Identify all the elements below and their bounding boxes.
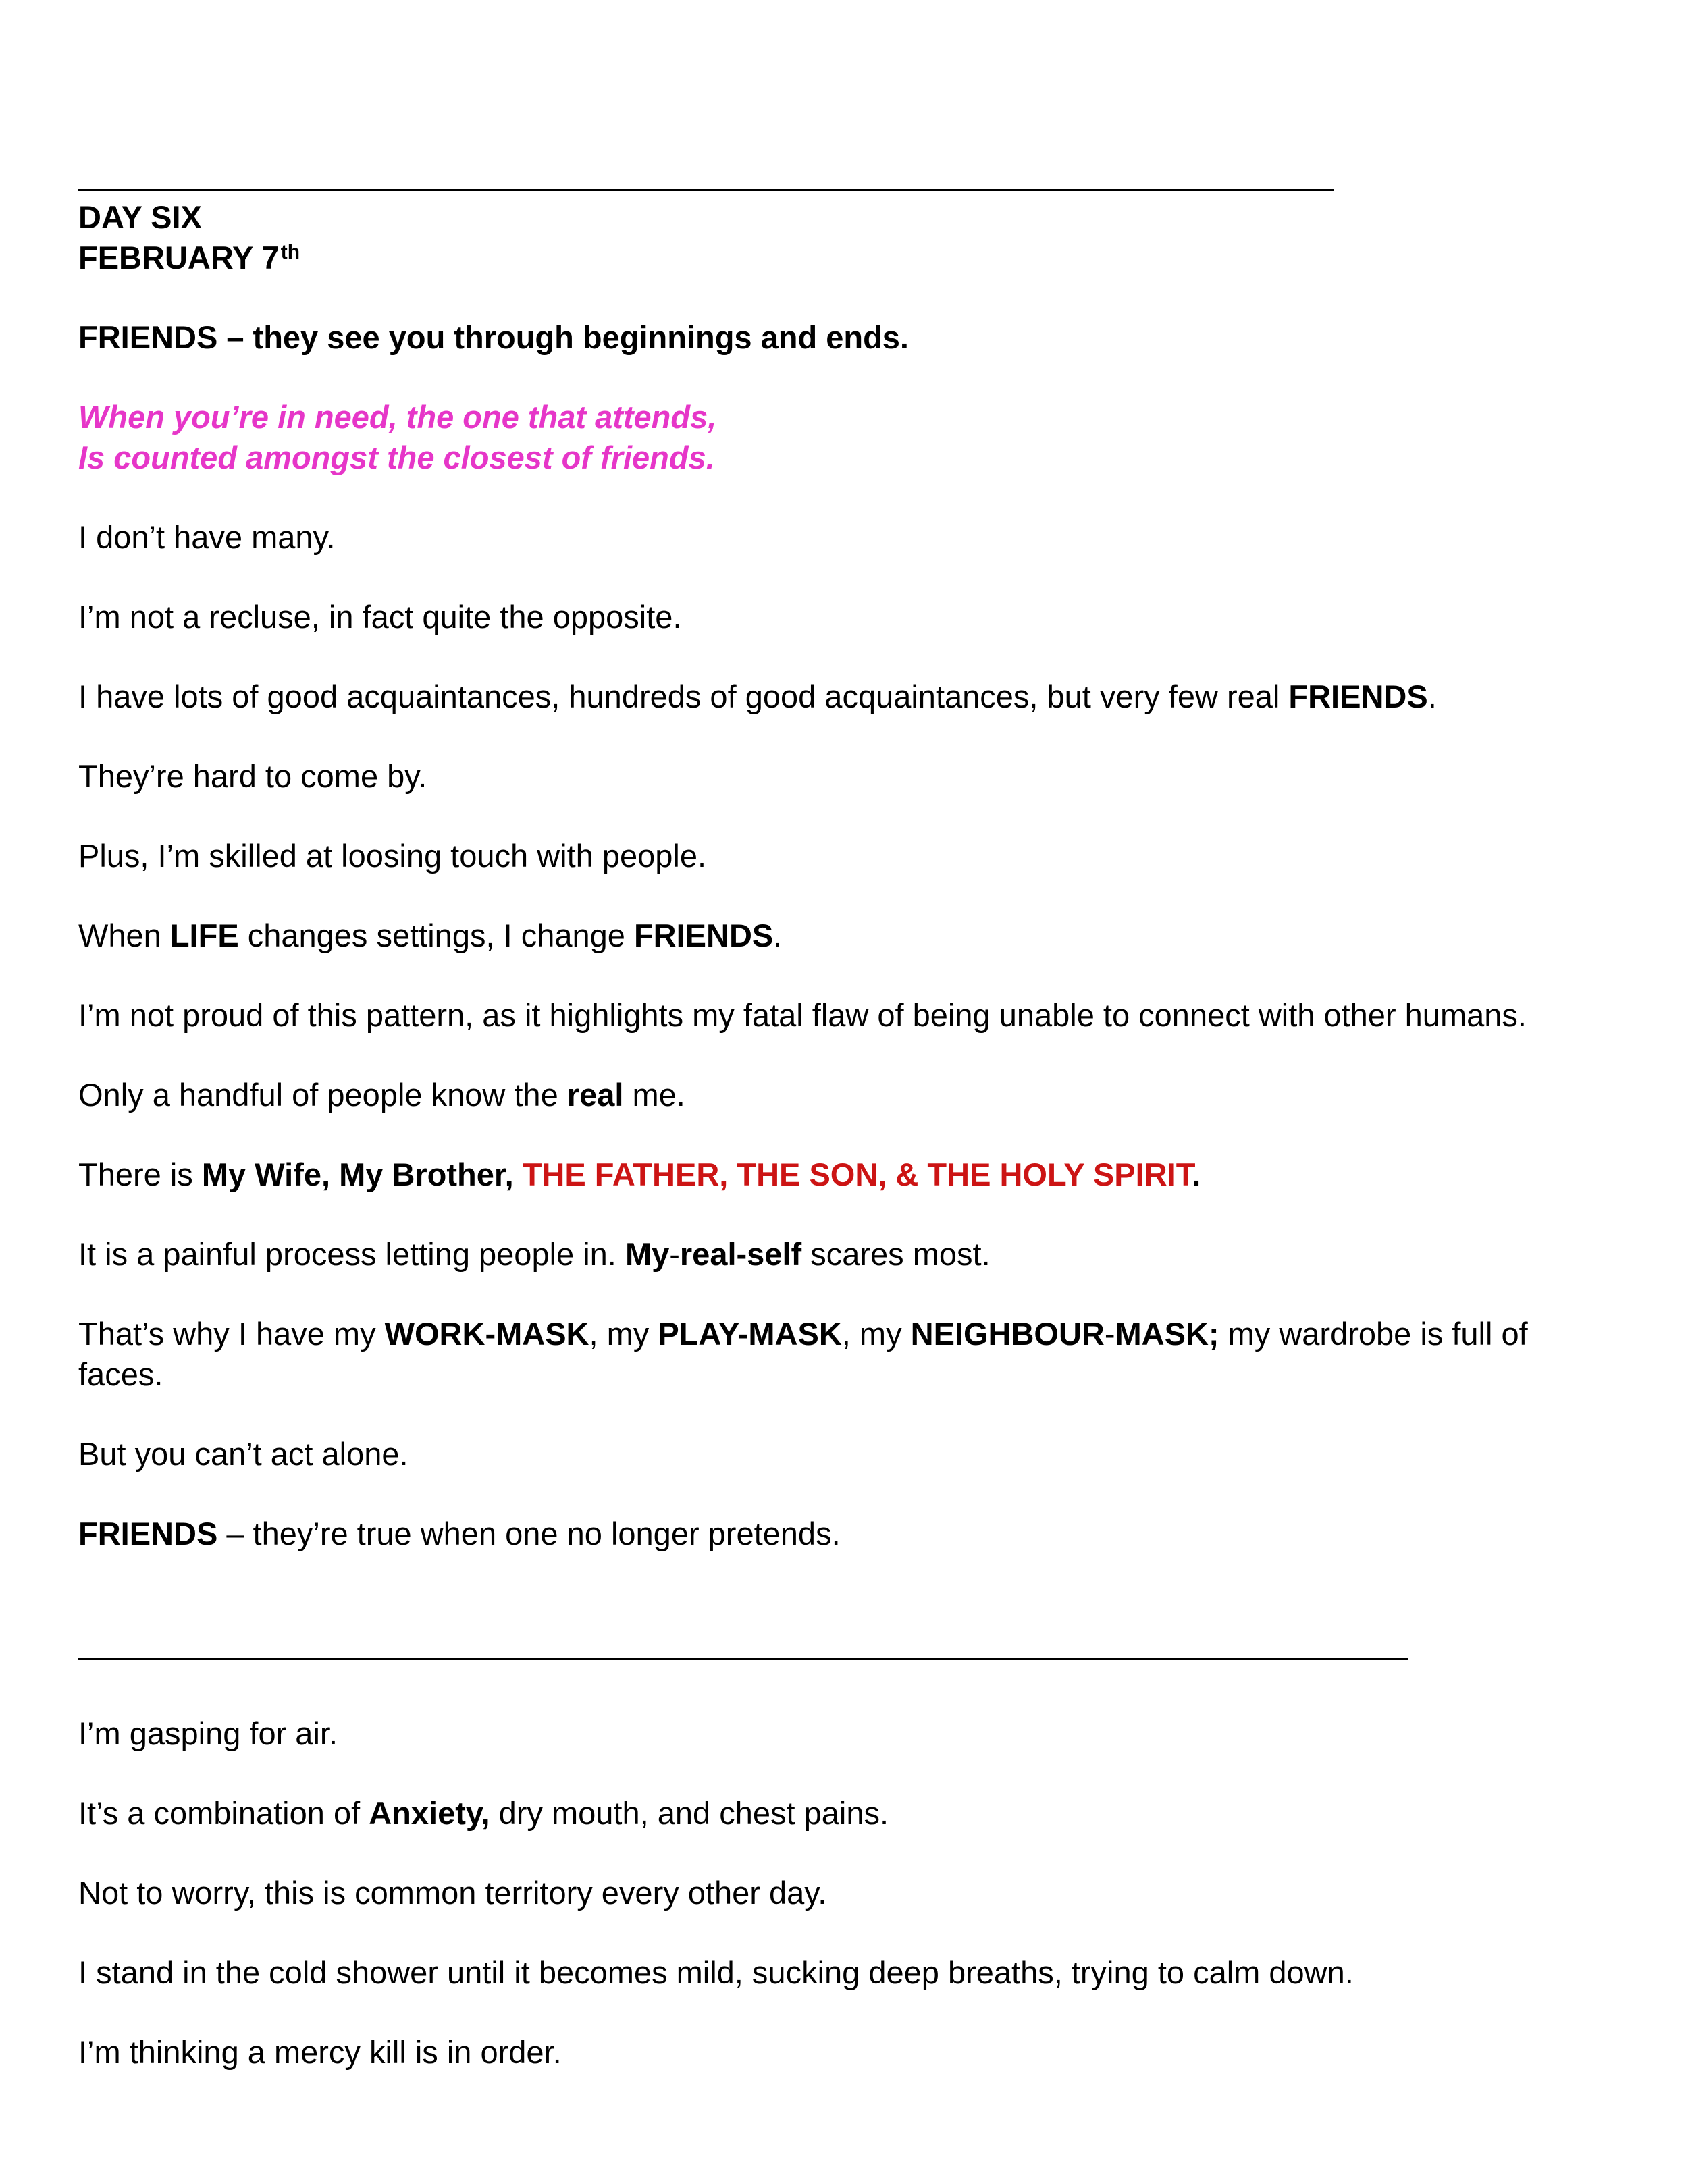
day-label: DAY SIX xyxy=(78,199,202,235)
section2-line-2-text-a: It’s a combination of xyxy=(78,1795,369,1831)
paragraph-10-text-a: It is a painful process letting people in. xyxy=(78,1236,625,1272)
section2-line-3: Not to worry, this is common territory every other day. xyxy=(78,1875,827,1911)
paragraph-6-emphasis-life: LIFE xyxy=(169,917,239,953)
paragraph-8-end: me. xyxy=(623,1077,685,1113)
theme-line xyxy=(78,317,909,358)
section2-line-5: I’m thinking a mercy kill is in order. xyxy=(78,2034,562,2070)
paragraph-8-emphasis: real xyxy=(566,1077,624,1113)
top-divider xyxy=(78,189,1334,191)
paragraph-11-sep-1: , my xyxy=(589,1316,658,1352)
paragraph-9 xyxy=(78,1154,1201,1195)
section-divider xyxy=(78,1658,1408,1660)
paragraph-13 xyxy=(78,1514,841,1554)
paragraph-11-work-mask: WORK-MASK xyxy=(384,1316,589,1352)
paragraph-9-text-a: There is xyxy=(78,1156,202,1192)
paragraph-10-hyphen: - xyxy=(669,1236,680,1272)
paragraph-11-text-a: That’s why I have my xyxy=(78,1316,385,1352)
paragraph-6 xyxy=(78,915,782,956)
paragraph-12: But you can’t act alone. xyxy=(78,1436,408,1472)
section2-line-2-anxiety: Anxiety, xyxy=(369,1795,490,1831)
paragraph-9-trinity: THE FATHER, THE SON, & THE HOLY SPIRIT xyxy=(522,1156,1192,1192)
section2-line-2-end: dry mouth, and chest pains. xyxy=(490,1795,889,1831)
paragraph-6-text-c: changes settings, I change xyxy=(238,917,634,953)
date-ordinal-suffix: th xyxy=(280,241,300,263)
paragraph-11-end: my wardrobe is full of faces. xyxy=(78,1316,1528,1392)
date-heading xyxy=(78,238,300,278)
paragraph-9-end: . xyxy=(1192,1156,1201,1192)
paragraph-9-space xyxy=(514,1156,523,1192)
paragraph-6-text-a: When xyxy=(78,917,170,953)
paragraph-10-my: My xyxy=(625,1236,670,1272)
section2-line-4: I stand in the cold shower until it becomes mild, sucking deep breaths, trying to calm down. xyxy=(78,1954,1354,1990)
paragraph-1: I don’t have many. xyxy=(78,519,336,555)
paragraph-4: They’re hard to come by. xyxy=(78,758,427,794)
paragraph-8 xyxy=(78,1075,685,1115)
poem-line-2: Is counted amongst the closest of friends. xyxy=(78,440,715,475)
theme-lead: FRIENDS xyxy=(78,319,218,355)
day-heading xyxy=(78,197,202,238)
paragraph-3-end: . xyxy=(1427,678,1437,714)
paragraph-10-end: scares most. xyxy=(801,1236,991,1272)
paragraph-11-play-mask: PLAY-MASK xyxy=(658,1316,842,1352)
paragraph-11-neighbour: NEIGHBOUR xyxy=(910,1316,1105,1352)
paragraph-5: Plus, I’m skilled at loosing touch with people. xyxy=(78,838,707,874)
section2-line-1: I’m gasping for air. xyxy=(78,1715,338,1751)
paragraph-7: I’m not proud of this pattern, as it highlights my fatal flaw of being unable to connect with other humans. xyxy=(78,997,1527,1033)
date-label: FEBRUARY 7 xyxy=(78,240,280,275)
paragraph-3 xyxy=(78,676,1437,717)
paragraph-6-end: . xyxy=(773,917,783,953)
paragraph-13-friends: FRIENDS xyxy=(78,1516,218,1551)
paragraph-13-text: – they’re true when one no longer pretends. xyxy=(217,1516,841,1551)
paragraph-2: I’m not a recluse, in fact quite the opposite. xyxy=(78,599,682,635)
paragraph-11-hyphen: - xyxy=(1104,1316,1115,1352)
poem-line-1: When you’re in need, the one that attends, xyxy=(78,399,717,435)
paragraph-11-sep-2: , my xyxy=(841,1316,911,1352)
paragraph-10 xyxy=(78,1234,991,1275)
paragraph-9-family: My Wife, My Brother, xyxy=(201,1156,514,1192)
paragraph-6-emphasis-friends: FRIENDS xyxy=(633,917,774,953)
paragraph-8-text-a: Only a handful of people know the xyxy=(78,1077,567,1113)
section2-line-2 xyxy=(78,1793,889,1834)
theme-rest: – they see you through beginnings and ends. xyxy=(217,319,909,355)
paragraph-10-real-self: real-self xyxy=(679,1236,802,1272)
paragraph-3-text: I have lots of good acquaintances, hundreds of good acquaintances, but very few real xyxy=(78,678,1289,714)
paragraph-11-mask: MASK; xyxy=(1115,1316,1219,1352)
paragraph-11 xyxy=(78,1314,1618,1395)
paragraph-3-emphasis: FRIENDS xyxy=(1288,678,1428,714)
